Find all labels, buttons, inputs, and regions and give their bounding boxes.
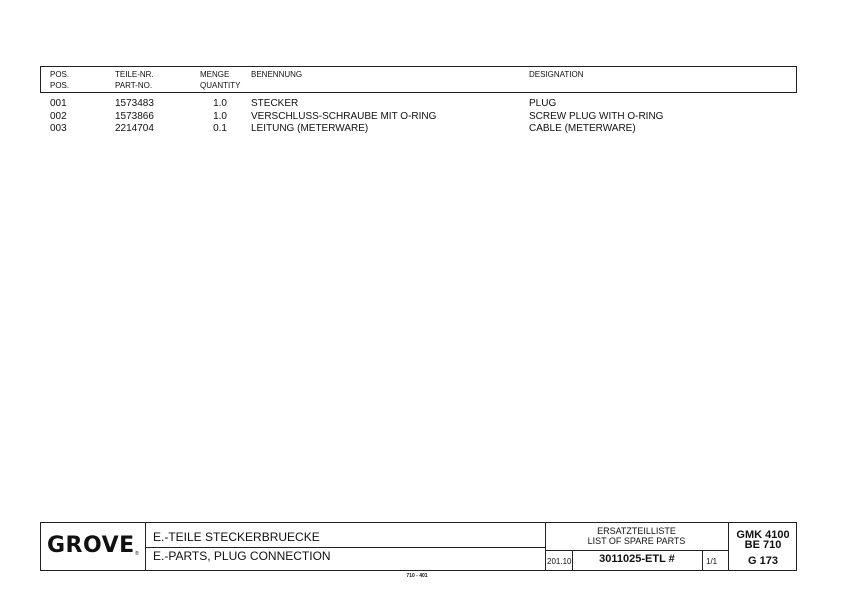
row-designation: SCREW PLUG WITH O-RING	[529, 111, 664, 122]
grove-logo: GROVE	[47, 533, 135, 558]
row-designation: CABLE (METERWARE)	[529, 123, 636, 134]
header-part	[115, 69, 154, 91]
row-pos: 002	[50, 111, 67, 122]
divider	[702, 550, 703, 570]
title-block	[40, 522, 797, 571]
version-number: 201.10	[547, 557, 572, 566]
table-row	[0, 122, 842, 135]
row-pos: 003	[50, 123, 67, 134]
list-title-en: LIST OF SPARE PARTS	[587, 536, 686, 546]
model-group: G 173	[748, 555, 778, 567]
parts-table-header	[40, 66, 797, 93]
header-pos-de: POS.	[50, 70, 70, 79]
model-variant: BE 710	[744, 539, 782, 551]
description-german: E.-TEILE STECKERBRUECKE	[153, 530, 320, 544]
header-benennung-label: BENENNUNG	[251, 70, 303, 79]
header-part-de: TEILE-NR.	[115, 70, 154, 79]
row-quantity: 0.1	[213, 123, 227, 134]
row-part-no: 2214704	[115, 123, 154, 134]
row-quantity: 1.0	[213, 98, 227, 109]
row-benennung: LEITUNG (METERWARE)	[251, 123, 369, 134]
header-designation-label: DESIGNATION	[529, 70, 584, 79]
page-count: 1/1	[706, 557, 718, 566]
header-qty-de: MENGE	[200, 70, 230, 79]
row-designation: PLUG	[529, 98, 557, 109]
header-qty	[200, 69, 240, 91]
header-part-en: PART-NO.	[115, 81, 153, 90]
row-pos: 001	[50, 98, 67, 109]
header-qty-en: QUANTITY	[200, 81, 241, 90]
list-title-de: ERSATZTEILLISTE	[597, 526, 676, 536]
row-benennung: STECKER	[251, 98, 299, 109]
model-name: GMK 4100	[736, 529, 790, 541]
row-quantity: 1.0	[213, 111, 227, 122]
header-designation	[529, 69, 584, 80]
model-designation	[728, 530, 798, 550]
page-reference: 710 - 401	[406, 573, 428, 579]
header-benennung	[251, 69, 302, 80]
header-pos	[50, 69, 69, 91]
list-title	[545, 526, 728, 546]
row-part-no: 1573866	[115, 111, 154, 122]
header-pos-en: POS.	[50, 81, 70, 90]
document-number: 3011025-ETL #	[599, 553, 675, 565]
table-row	[0, 97, 842, 110]
registered-mark: ®	[135, 551, 139, 557]
row-benennung: VERSCHLUSS-SCHRAUBE MIT O-RING	[251, 111, 437, 122]
row-part-no: 1573483	[115, 98, 154, 109]
divider	[145, 547, 545, 548]
description-english: E.-PARTS, PLUG CONNECTION	[153, 549, 331, 563]
